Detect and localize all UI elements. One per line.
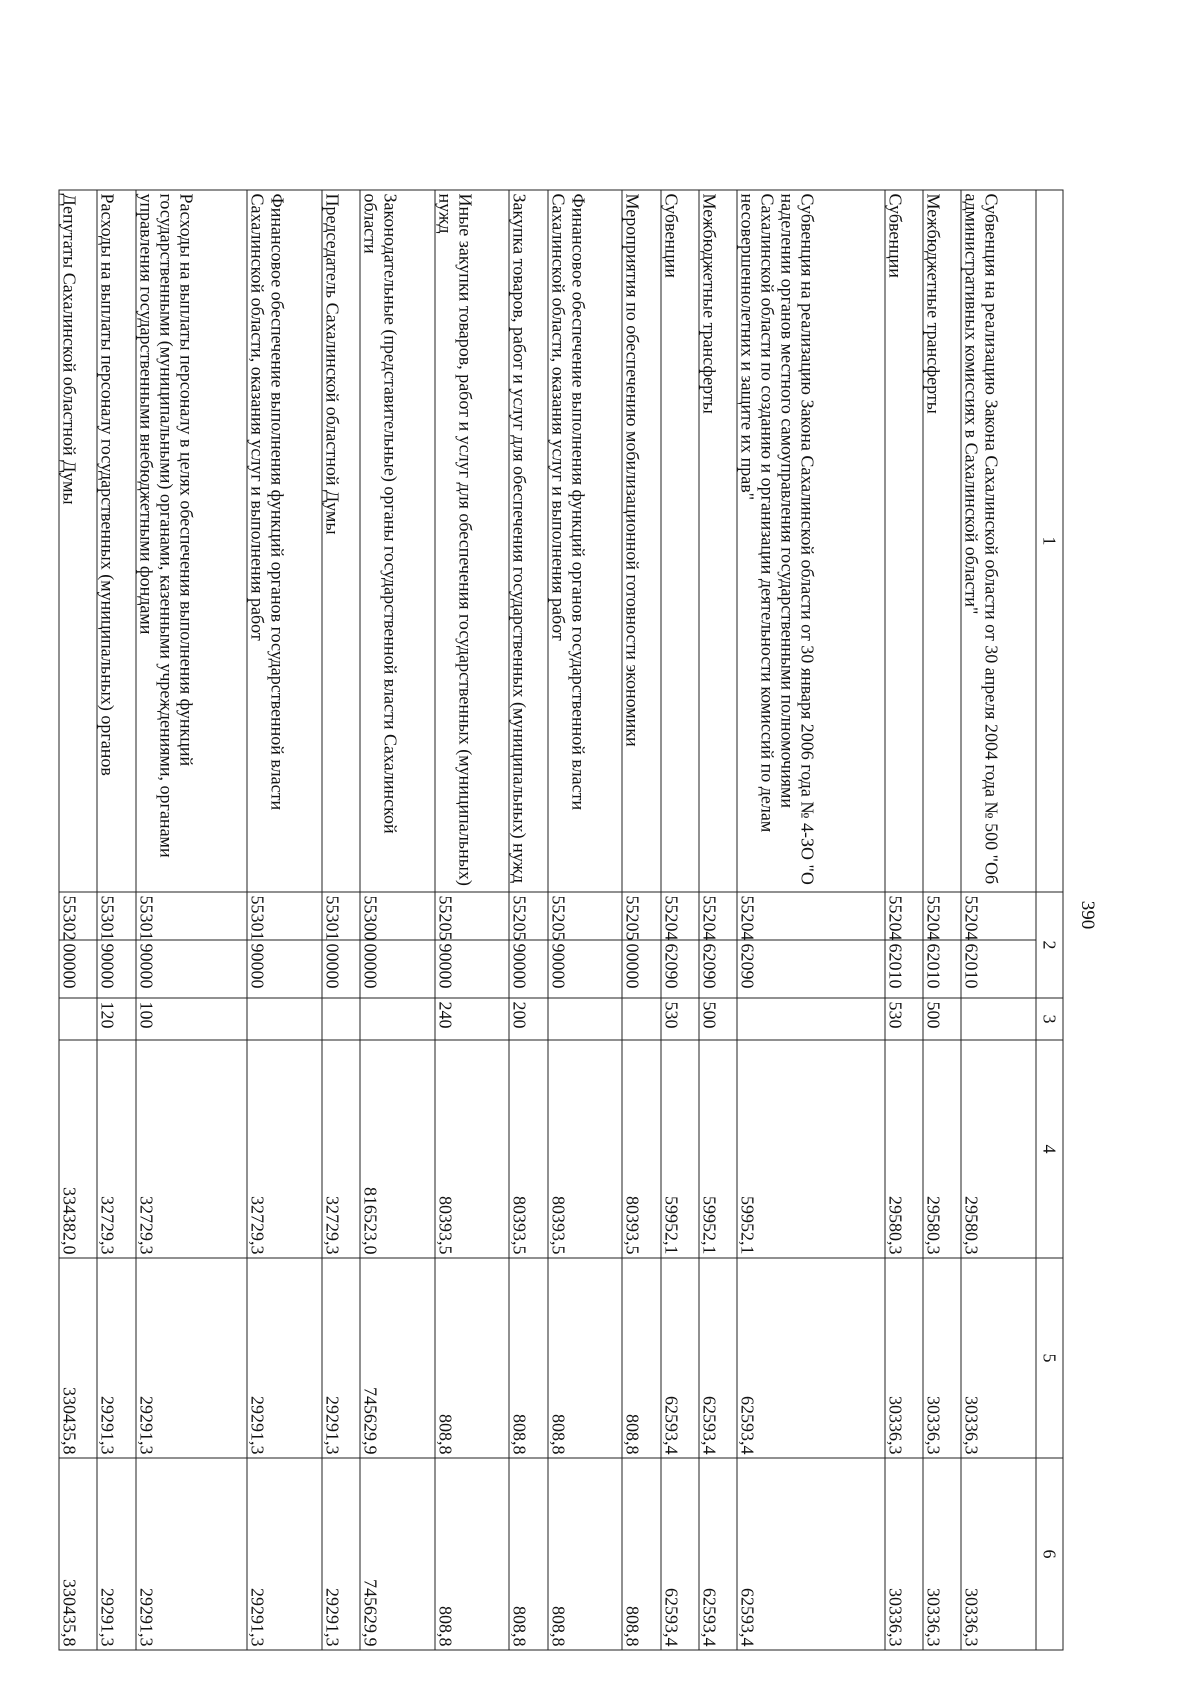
cell-expense-type: 500 xyxy=(923,998,961,1040)
cell-name: Субвенции xyxy=(660,190,698,892)
cell-amount-col6: 30336,3 xyxy=(884,1458,922,1650)
cell-expense-type xyxy=(737,998,885,1040)
table-row xyxy=(737,190,885,1650)
cell-code-article: 62010 xyxy=(961,940,1036,998)
cell-code-section: 55302 xyxy=(59,892,97,940)
cell-amount-col5: 330435,8 xyxy=(59,1258,97,1458)
header-row xyxy=(1036,190,1063,1650)
cell-amount-col6: 62593,4 xyxy=(737,1458,885,1650)
cell-expense-type: 240 xyxy=(434,998,509,1040)
cell-expense-type xyxy=(59,998,97,1040)
cell-amount-col5: 30336,3 xyxy=(961,1258,1036,1458)
cell-name: Председатель Сахалинской областной Думы xyxy=(321,190,359,892)
cell-name: Субвенция на реализацию Закона Сахалинской области от 30 января 2006 года № 4-ЗО "О наделении органов местного самоуправления государственными полномочиями Сахалинской области по созданию и организации деятельности комиссий по делам несовершеннолетних и защите их прав" xyxy=(737,190,885,892)
cell-amount-col4: 59952,1 xyxy=(660,1040,698,1258)
table-row xyxy=(961,190,1036,1650)
cell-amount-col4: 80393,5 xyxy=(547,1040,622,1258)
cell-amount-col5: 808,8 xyxy=(622,1258,660,1458)
cell-code-article: 62090 xyxy=(698,940,736,998)
cell-amount-col5: 30336,3 xyxy=(923,1258,961,1458)
cell-amount-col5: 808,8 xyxy=(434,1258,509,1458)
cell-code-section: 55205 xyxy=(547,892,622,940)
cell-amount-col4: 59952,1 xyxy=(698,1040,736,1258)
cell-code-section: 55301 xyxy=(97,892,135,940)
cell-code-article: 90000 xyxy=(135,940,246,998)
cell-amount-col4: 816523,0 xyxy=(359,1040,434,1258)
cell-expense-type: 120 xyxy=(97,998,135,1040)
cell-name: Межбюджетные трансферты xyxy=(698,190,736,892)
cell-amount-col6: 330435,8 xyxy=(59,1458,97,1650)
cell-name: Финансовое обеспечение выполнения функций органов государственной власти Сахалинской области, оказания услуг и выполнения работ xyxy=(246,190,321,892)
table-row xyxy=(509,190,547,1650)
cell-name: Межбюджетные трансферты xyxy=(923,190,961,892)
cell-amount-col4: 29580,3 xyxy=(884,1040,922,1258)
cell-amount-col5: 30336,3 xyxy=(884,1258,922,1458)
cell-code-article: 00000 xyxy=(59,940,97,998)
cell-amount-col4: 334382,0 xyxy=(59,1040,97,1258)
cell-amount-col6: 808,8 xyxy=(509,1458,547,1650)
cell-expense-type: 500 xyxy=(698,998,736,1040)
cell-code-section: 55204 xyxy=(961,892,1036,940)
cell-amount-col6: 29291,3 xyxy=(135,1458,246,1650)
page-number: 390 xyxy=(1077,900,1098,930)
table-row xyxy=(359,190,434,1650)
cell-expense-type: 200 xyxy=(509,998,547,1040)
table-row xyxy=(547,190,622,1650)
cell-expense-type: 530 xyxy=(660,998,698,1040)
cell-amount-col4: 80393,5 xyxy=(509,1040,547,1258)
cell-name: Финансовое обеспечение выполнения функций органов государственной власти Сахалинской области, оказания услуг и выполнения работ xyxy=(547,190,622,892)
cell-amount-col6: 30336,3 xyxy=(923,1458,961,1650)
table-row xyxy=(434,190,509,1650)
table-row xyxy=(97,190,135,1650)
header-col-5: 5 xyxy=(1036,1258,1063,1458)
cell-code-article: 62090 xyxy=(737,940,885,998)
table-row xyxy=(622,190,660,1650)
cell-amount-col5: 808,8 xyxy=(509,1258,547,1458)
cell-amount-col6: 29291,3 xyxy=(246,1458,321,1650)
cell-name: Иные закупки товаров, работ и услуг для обеспечения государственных (муниципальных) нужд xyxy=(434,190,509,892)
cell-code-article: 62010 xyxy=(923,940,961,998)
cell-amount-col5: 29291,3 xyxy=(135,1258,246,1458)
cell-code-article: 90000 xyxy=(509,940,547,998)
table-row xyxy=(321,190,359,1650)
cell-code-article: 00000 xyxy=(622,940,660,998)
cell-amount-col6: 808,8 xyxy=(547,1458,622,1650)
cell-amount-col5: 62593,4 xyxy=(698,1258,736,1458)
cell-amount-col4: 80393,5 xyxy=(622,1040,660,1258)
cell-code-section: 55204 xyxy=(660,892,698,940)
cell-code-section: 55301 xyxy=(321,892,359,940)
table-row xyxy=(59,190,97,1650)
cell-amount-col4: 32729,3 xyxy=(97,1040,135,1258)
cell-code-article: 62010 xyxy=(884,940,922,998)
cell-name: Закупка товаров, работ и услуг для обеспечения государственных (муниципальных) нужд xyxy=(509,190,547,892)
cell-name: Депутаты Сахалинской областной Думы xyxy=(59,190,97,892)
cell-amount-col6: 62593,4 xyxy=(660,1458,698,1650)
budget-table-container xyxy=(58,190,1063,1650)
cell-code-section: 55204 xyxy=(698,892,736,940)
table-body xyxy=(59,190,1036,1650)
cell-amount-col6: 808,8 xyxy=(622,1458,660,1650)
cell-code-article: 90000 xyxy=(97,940,135,998)
header-col-3: 3 xyxy=(1036,998,1063,1040)
cell-name: Расходы на выплаты персоналу государственных (муниципальных) органов xyxy=(97,190,135,892)
cell-amount-col6: 62593,4 xyxy=(698,1458,736,1650)
cell-name: Законодательные (представительные) органы государственной власти Сахалинской области xyxy=(359,190,434,892)
header-col-6: 6 xyxy=(1036,1458,1063,1650)
cell-code-section: 55204 xyxy=(884,892,922,940)
header-col-4: 4 xyxy=(1036,1040,1063,1258)
cell-amount-col6: 29291,3 xyxy=(97,1458,135,1650)
cell-amount-col5: 29291,3 xyxy=(246,1258,321,1458)
cell-amount-col4: 32729,3 xyxy=(246,1040,321,1258)
cell-expense-type xyxy=(547,998,622,1040)
cell-expense-type: 530 xyxy=(884,998,922,1040)
cell-code-article: 00000 xyxy=(321,940,359,998)
cell-amount-col4: 32729,3 xyxy=(321,1040,359,1258)
cell-code-section: 55204 xyxy=(737,892,885,940)
cell-code-article: 90000 xyxy=(547,940,622,998)
cell-amount-col5: 29291,3 xyxy=(321,1258,359,1458)
cell-code-article: 90000 xyxy=(246,940,321,998)
cell-amount-col4: 29580,3 xyxy=(961,1040,1036,1258)
cell-amount-col4: 59952,1 xyxy=(737,1040,885,1258)
cell-name: Субвенция на реализацию Закона Сахалинской области от 30 апреля 2004 года № 500 "Об административных комиссиях в Сахалинской области" xyxy=(961,190,1036,892)
budget-table xyxy=(58,190,1063,1651)
header-col-1: 1 xyxy=(1036,190,1063,892)
cell-amount-col6: 29291,3 xyxy=(321,1458,359,1650)
cell-amount-col4: 80393,5 xyxy=(434,1040,509,1258)
cell-expense-type xyxy=(321,998,359,1040)
cell-amount-col5: 29291,3 xyxy=(97,1258,135,1458)
cell-code-section: 55205 xyxy=(434,892,509,940)
cell-name: Мероприятия по обеспечению мобилизационной готовности экономики xyxy=(622,190,660,892)
cell-code-section: 55205 xyxy=(622,892,660,940)
table-row xyxy=(246,190,321,1650)
cell-amount-col4: 29580,3 xyxy=(923,1040,961,1258)
cell-code-article: 90000 xyxy=(434,940,509,998)
table-row xyxy=(660,190,698,1650)
cell-name: Субвенции xyxy=(884,190,922,892)
cell-amount-col6: 30336,3 xyxy=(961,1458,1036,1650)
cell-expense-type xyxy=(246,998,321,1040)
table-row xyxy=(135,190,246,1650)
cell-expense-type: 100 xyxy=(135,998,246,1040)
header-col-2: 2 xyxy=(1036,892,1063,998)
cell-expense-type xyxy=(961,998,1036,1040)
cell-expense-type xyxy=(359,998,434,1040)
cell-code-article: 00000 xyxy=(359,940,434,998)
cell-amount-col6: 745629,9 xyxy=(359,1458,434,1650)
cell-amount-col5: 808,8 xyxy=(547,1258,622,1458)
table-row xyxy=(698,190,736,1650)
cell-name: Расходы на выплаты персоналу в целях обеспечения выполнения функций государственными (муниципальными) органами, казенными учреждениями, органами управления государственными внебюджетными фондами xyxy=(135,190,246,892)
cell-amount-col5: 62593,4 xyxy=(737,1258,885,1458)
table-row xyxy=(884,190,922,1650)
cell-amount-col5: 745629,9 xyxy=(359,1258,434,1458)
cell-code-section: 55301 xyxy=(135,892,246,940)
cell-expense-type xyxy=(622,998,660,1040)
cell-code-section: 55204 xyxy=(923,892,961,940)
cell-code-article: 62090 xyxy=(660,940,698,998)
cell-code-section: 55205 xyxy=(509,892,547,940)
cell-amount-col6: 808,8 xyxy=(434,1458,509,1650)
cell-amount-col4: 32729,3 xyxy=(135,1040,246,1258)
cell-amount-col5: 62593,4 xyxy=(660,1258,698,1458)
cell-code-section: 55301 xyxy=(246,892,321,940)
cell-code-section: 55300 xyxy=(359,892,434,940)
table-row xyxy=(923,190,961,1650)
